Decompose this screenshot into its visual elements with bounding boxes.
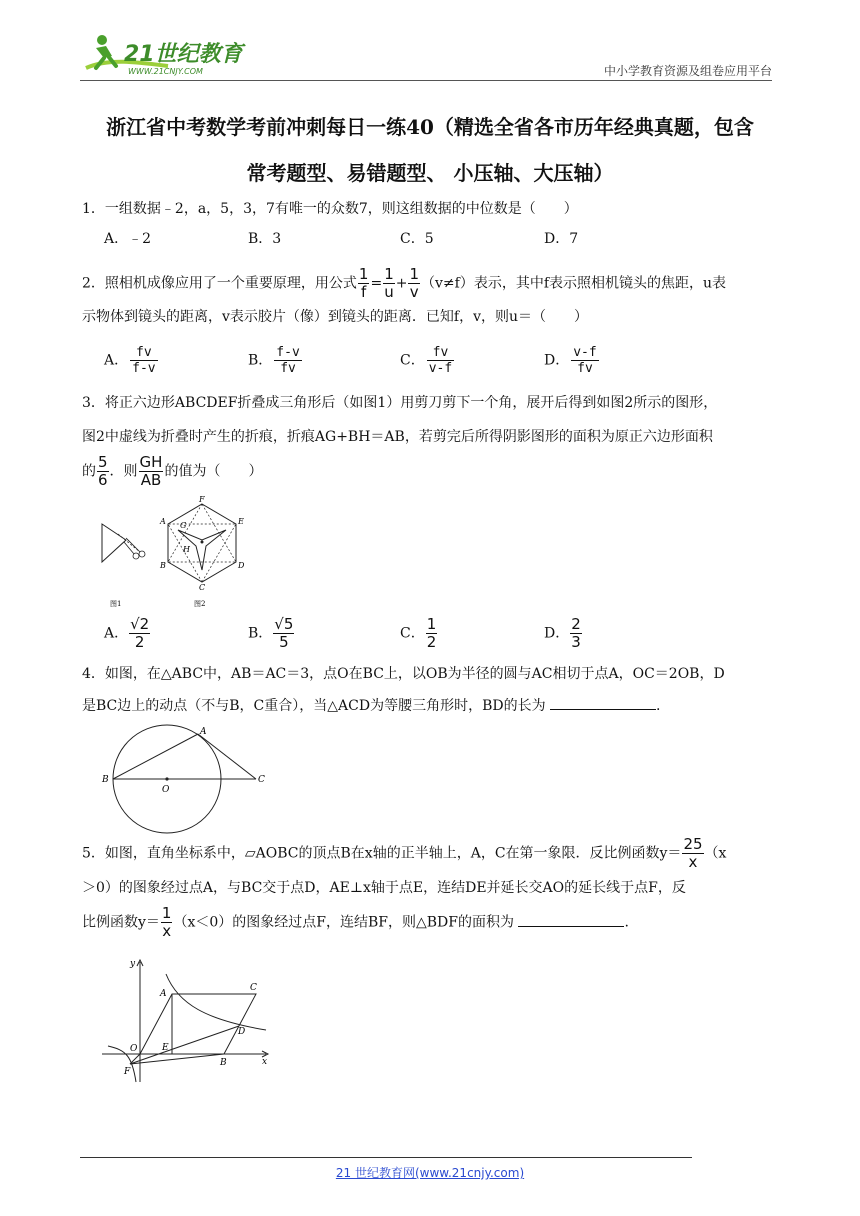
- q3-line-1: 3．将正六边形ABCDEF折叠成三角形后（如图1）用剪刀剪下一个角，展开后得到如图2所示的图形，: [82, 395, 718, 411]
- fig2-letter-f: F: [199, 495, 205, 504]
- question-1: [82, 193, 774, 225]
- q3-line-3-mid: ．则: [109, 463, 138, 480]
- q1-text: 1．一组数据﹣2，a，5，3，7有唯一的众数7，则这组数据的中位数是（ ）: [82, 201, 578, 217]
- q4-letter-o: O: [162, 785, 170, 795]
- q2-text-pre: 2．照相机成像应用了一个重要原理，用公式: [82, 275, 357, 292]
- fig2-letter-a: A: [160, 517, 166, 526]
- q5-frac-25-x: $\frac{25}{x}$: [683, 835, 703, 871]
- q3-line-3-post: 的值为（ ）: [164, 463, 263, 480]
- question-5: [82, 836, 774, 940]
- q5-frac-1-x: $\frac{1}{x}$: [161, 904, 172, 940]
- q3-figure: [96, 494, 256, 610]
- title-line-2: 常考题型、易错题型、 小压轴、大压轴）: [246, 161, 614, 185]
- q5-line-1-pre: 5．如图，直角坐标系中，▱AOBC的顶点B在x轴的正半轴上，A，C在第一象限．反比例函数y＝: [82, 845, 682, 862]
- q2-option-b[interactable]: B． $\frac{f-v}{fv}$: [248, 345, 300, 376]
- question-2: [82, 266, 774, 333]
- q1-option-c[interactable]: C．5: [400, 231, 434, 247]
- q2-text-mid: （v≠f）表示，其中f表示照相机镜头的焦距，u表: [421, 275, 727, 292]
- fig2-letter-b: B: [160, 561, 166, 570]
- q5-answer-blank[interactable]: [518, 912, 624, 927]
- question-4: [82, 658, 774, 722]
- q4-line-2: 是BC边上的动点（不与B，C重合），当△ACD为等腰三角形时，BD的长为: [82, 698, 546, 714]
- q3-line-2: 图2中虚线为折叠时产生的折痕，折痕AG+BH＝AB，若剪完后所得阴影图形的面积为原正六边形面积: [82, 429, 713, 445]
- q5-letter-a: A: [160, 989, 167, 999]
- q1-option-d[interactable]: D．7: [544, 231, 579, 247]
- q3-frac-gh-ab: $\frac{GH}{AB}$: [139, 453, 163, 489]
- q3-line-3-pre: 的: [82, 463, 96, 480]
- fig1-label: 图1: [110, 600, 122, 608]
- q2-formula-frac-1: $\frac{1}{f}$: [358, 265, 369, 301]
- q5-letter-b: B: [220, 1058, 227, 1068]
- q4-answer-blank[interactable]: [550, 695, 656, 710]
- q4-letter-a: A: [200, 727, 207, 737]
- q1-option-a[interactable]: A．﹣2: [104, 231, 152, 247]
- q2-formula-eq: =: [370, 275, 383, 292]
- q2-option-a[interactable]: A． $\frac{fv}{f-v}$: [104, 345, 156, 376]
- q1-option-b[interactable]: B．3: [248, 231, 282, 247]
- q5-letter-c: C: [250, 983, 257, 993]
- q2-formula-plus: +: [395, 275, 408, 292]
- q3-option-b[interactable]: B． $\frac{√5}{5}$: [248, 615, 294, 651]
- q2-options: [104, 345, 664, 381]
- q5-letter-o: O: [130, 1044, 138, 1054]
- q2-formula-frac-3: $\frac{1}{v}$: [409, 265, 420, 301]
- q2-formula-frac-2: $\frac{1}{u}$: [384, 265, 394, 301]
- fig2-label: 图2: [194, 600, 206, 608]
- page-title: [60, 104, 800, 196]
- title-line-1: 浙江省中考数学考前冲刺每日一练40（精选全省各市历年经典真题，包含: [106, 115, 754, 139]
- header-divider: [80, 80, 772, 81]
- q2-option-c[interactable]: C． $\frac{fv}{v-f}$: [400, 345, 453, 376]
- q5-line-2: ＞0）的图象经过点A，与BC交于点D，AE⊥x轴于点E，连结DE并延长交AO的延长线于点F，反: [82, 880, 686, 896]
- question-3: [82, 386, 774, 489]
- q3-option-a[interactable]: A． $\frac{√2}{2}$: [104, 615, 150, 651]
- q5-letter-d: D: [238, 1027, 246, 1037]
- fig2-letter-h: H: [183, 545, 190, 554]
- q1-options: [104, 228, 664, 258]
- q5-figure: [96, 954, 276, 1084]
- q3-option-d[interactable]: D． $\frac{2}{3}$: [544, 615, 581, 651]
- q4-letter-c: C: [258, 775, 265, 785]
- footer-link[interactable]: 21 世纪教育网(www.21cnjy.com): [335, 1166, 525, 1180]
- q5-letter-x: x: [262, 1057, 268, 1067]
- footer-divider: [80, 1157, 692, 1158]
- q5-letter-y: y: [130, 959, 136, 969]
- fig2-letter-c: C: [199, 583, 206, 592]
- q5-letter-f: F: [124, 1067, 131, 1077]
- q5-line-3-pre: 比例函数y＝: [82, 914, 160, 931]
- logo-url: WWW.21CNJY.COM: [128, 67, 203, 76]
- q4-line-1: 4．如图，在△ABC中，AB＝AC＝3，点O在BC上，以OB为半径的圆与AC相切于点A，OC＝2OB，D: [82, 666, 725, 682]
- fig2-letter-e: E: [238, 517, 244, 526]
- q4-line-2-end: .: [656, 698, 661, 714]
- q3-frac-5-6: $\frac{5}{6}$: [98, 453, 108, 489]
- q4-letter-b: B: [102, 775, 109, 785]
- q5-line-1-post: （x: [704, 845, 727, 862]
- q2-text-line-2: 示物体到镜头的距离，v表示胶片（像）到镜头的距离．已知f，v，则u＝（ ）: [82, 309, 589, 325]
- header-platform-text: 中小学教育资源及组卷应用平台: [603, 64, 772, 78]
- q2-option-d[interactable]: D． $\frac{v-f}{fv}$: [544, 345, 597, 376]
- q5-letter-e: E: [162, 1043, 169, 1053]
- q3-options: [104, 616, 664, 654]
- site-logo: [78, 28, 248, 78]
- logo-text: 21世纪教育: [124, 42, 243, 67]
- fig2-letter-g: G: [180, 521, 187, 530]
- q5-line-3-post: （x＜0）的图象经过点F，连结BF，则△BDF的面积为: [173, 914, 514, 931]
- fig2-letter-d: D: [238, 561, 245, 570]
- q5-line-3-end: .: [624, 914, 629, 931]
- q4-figure: [96, 722, 276, 834]
- q3-option-c[interactable]: C． $\frac{1}{2}$: [400, 615, 437, 651]
